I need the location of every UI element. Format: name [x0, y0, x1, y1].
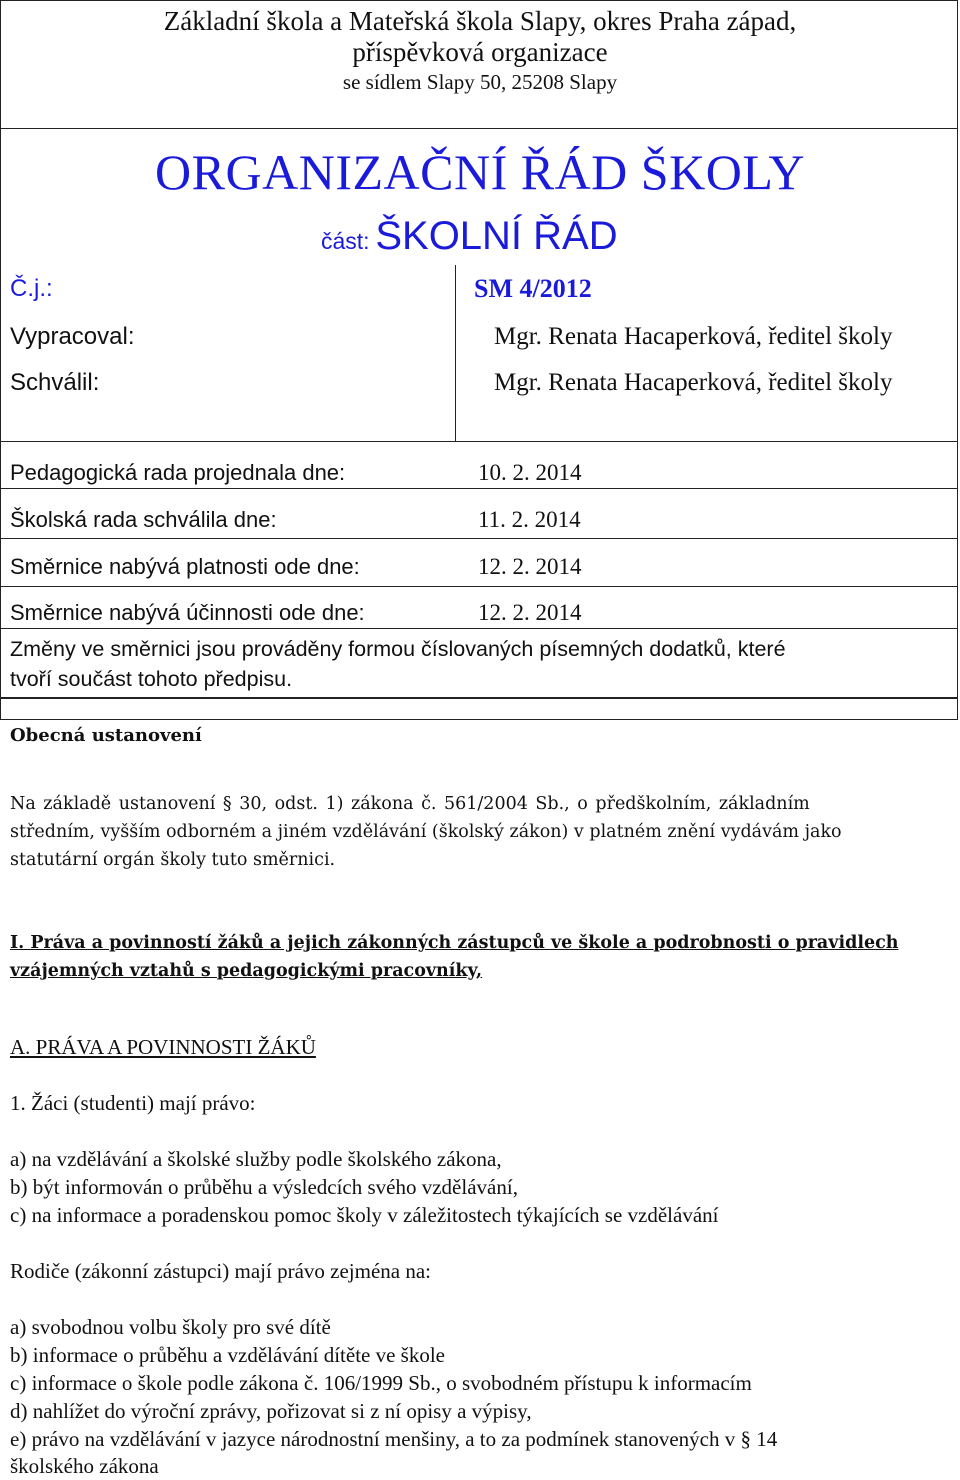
dates-sep-3: [0, 586, 958, 587]
parent-right-e: e) právo na vzdělávání v jazyce národnostní menšiny, a to za podmínek stanovených v § 14: [10, 1427, 778, 1451]
date-label-4: Směrnice nabývá účinnosti ode dne:: [10, 600, 365, 625]
school-address: se sídlem Slapy 50, 25208 Slapy: [342, 70, 618, 94]
parent-right-a: a) svobodnou volbu školy pro své dítě: [10, 1315, 331, 1339]
general-heading: Obecná ustanovení: [10, 725, 202, 746]
date-label-2: Školská rada schválila dne:: [10, 507, 277, 532]
dates-sep-1: [0, 488, 958, 489]
pupil-right-b: b) být informován o průběhu a výsledcích svého vzdělávání,: [10, 1175, 518, 1199]
dates-sep-4: [0, 628, 958, 629]
general-paragraph-line1: Na základě ustanovení § 30, odst. 1) zákona č. 561/2004 Sb., o předškolním, základním: [10, 794, 810, 814]
changes-note-line1: Změny ve směrnici jsou prováděny formou číslovaných písemných dodatků, které: [10, 637, 786, 661]
meta-divider: [455, 265, 456, 442]
cj-value: SM 4/2012: [474, 274, 592, 303]
date-value-4: 12. 2. 2014: [478, 600, 582, 625]
parent-right-e-cont: školského zákona: [10, 1454, 159, 1478]
date-label-1: Pedagogická rada projednala dne:: [10, 460, 346, 485]
header-divider: [0, 128, 958, 129]
section-i-line1: I. Práva a povinností žáků a jejich zákonných zástupců ve škole a podrobnosti o pravidlech: [10, 933, 899, 953]
general-paragraph-line3: statutární orgán školy tuto směrnici.: [10, 850, 336, 870]
parent-right-d: d) nahlížet do výroční zprávy, pořizovat si z ní opisy a výpisy,: [10, 1399, 532, 1423]
vypracoval-value: Mgr. Renata Hacaperková, ředitel školy: [494, 323, 893, 350]
pupil-right-c: c) na informace a poradenskou pomoc školy v záležitostech týkajících se vzdělávání: [10, 1203, 719, 1227]
point-1: 1. Žáci (studenti) mají právo:: [10, 1091, 256, 1115]
school-name-line1: Základní škola a Mateřská škola Slapy, okres Praha západ,: [163, 6, 797, 36]
date-value-2: 11. 2. 2014: [478, 507, 581, 532]
pupil-right-a: a) na vzdělávání a školské služby podle školského zákona,: [10, 1147, 502, 1171]
schvalil-label: Schválil:: [10, 369, 100, 396]
section-i-line2: vzájemných vztahů s pedagogickými pracovníky,: [10, 961, 483, 981]
general-paragraph-line2: středním, vyšším odborném a jiném vzdělávání (školský zákon) v platném znění vydávám jako: [10, 822, 842, 842]
subtitle-main: ŠKOLNÍ ŘÁD: [375, 214, 618, 258]
parents-heading: Rodiče (zákonní zástupci) mají právo zejména na:: [10, 1259, 431, 1283]
subtitle: [321, 213, 618, 265]
changes-note-line2: tvoří součást tohoto předpisu.: [10, 667, 293, 691]
dates-sep-2: [0, 538, 958, 539]
subtitle-prefix: část:: [321, 228, 370, 254]
date-value-1: 10. 2. 2014: [478, 460, 582, 485]
date-label-3: Směrnice nabývá platnosti ode dne:: [10, 554, 360, 579]
date-value-3: 12. 2. 2014: [478, 554, 582, 579]
notes-strip: [0, 698, 958, 720]
cj-label: Č.j.:: [10, 275, 53, 302]
vypracoval-label: Vypracoval:: [10, 323, 135, 350]
section-a-heading: A. PRÁVA A POVINNOSTI ŽÁKŮ: [10, 1035, 316, 1059]
page-title: ORGANIZAČNÍ ŘÁD ŠKOLY: [155, 144, 805, 200]
parent-right-b: b) informace o průběhu a vzdělávání dítěte ve škole: [10, 1343, 445, 1367]
schvalil-value: Mgr. Renata Hacaperková, ředitel školy: [494, 369, 893, 396]
school-name-line2: příspěvková organizace: [352, 37, 608, 67]
parent-right-c: c) informace o škole podle zákona č. 106/1999 Sb., o svobodném přístupu k informacím: [10, 1371, 752, 1395]
